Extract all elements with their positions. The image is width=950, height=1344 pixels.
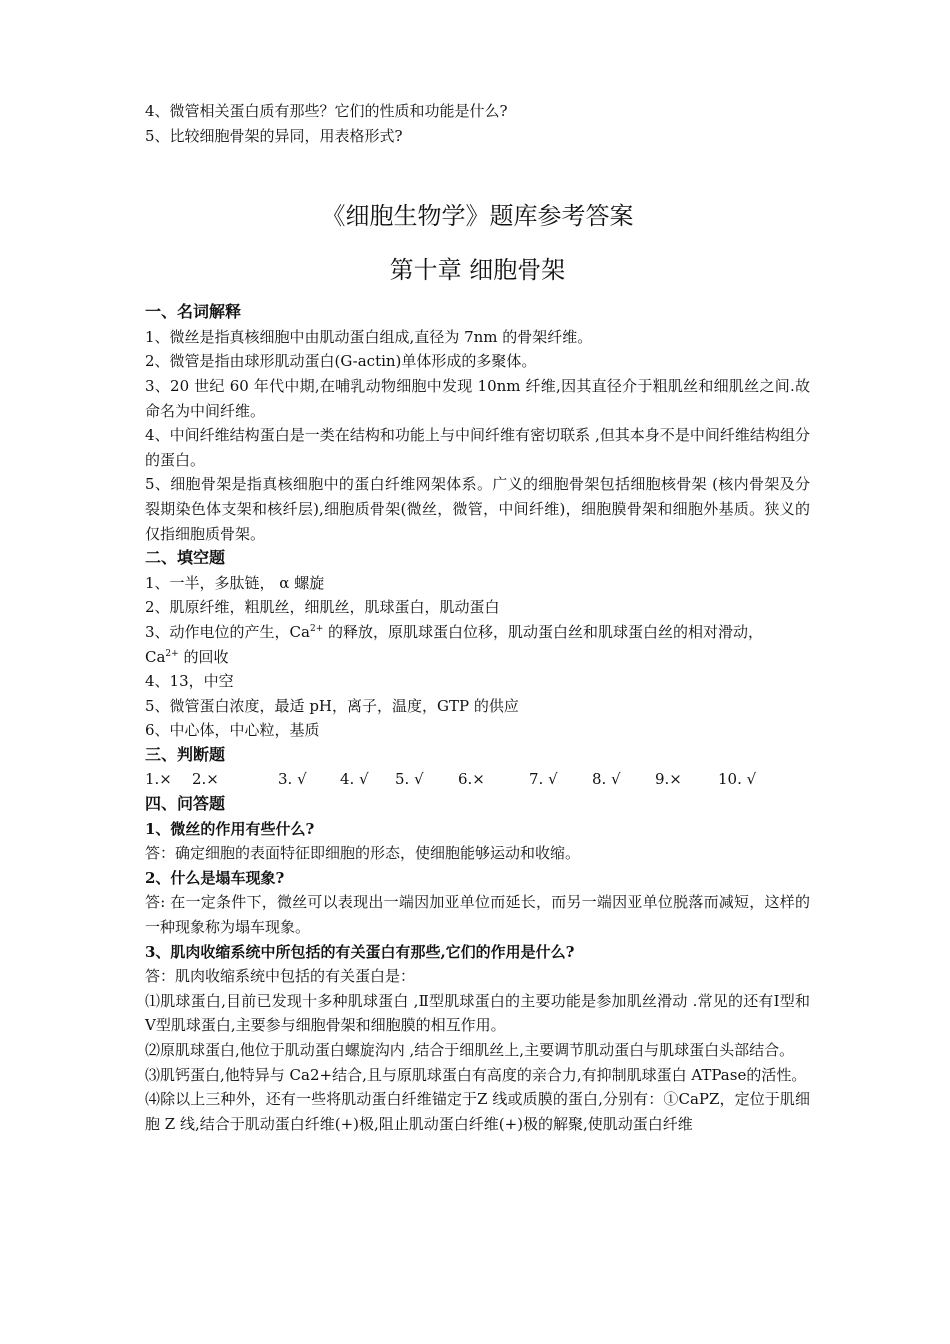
judgement-answer: 9.× (655, 770, 682, 789)
judgement-answer: 4. √ (340, 770, 369, 789)
fill-item-1: 1、一半，多肽链， α 螺旋 (145, 573, 325, 592)
document-title: 《细胞生物学》题库参考答案 (321, 202, 634, 231)
judgement-answer: 10. √ (718, 770, 757, 789)
qa-answer-2: 答: 在一定条件下，微丝可以表现出一端因加亚单位而延长，而另一端因亚单位脱落而减短，这样的一种现象称为塌车现象。 (145, 893, 810, 937)
judgement-answer: 8. √ (592, 770, 621, 789)
document-page (145, 0, 810, 1136)
definition-item-2: 2、微管是指由球形肌动蛋白(G-actin)单体形成的多聚体。 (145, 352, 537, 371)
qa-answer-1: 答：确定细胞的表面特征即细胞的形态，使细胞能够运动和收缩。 (145, 844, 581, 863)
definition-item-1: 1、微丝是指真核细胞中由肌动蛋白组成,直径为 7nm 的骨架纤维。 (145, 327, 593, 346)
qa-question-1: 1、微丝的作用有些什么? (145, 819, 315, 838)
fill-item-5: 5、微管蛋白浓度，最适 pH，离子，温度，GTP 的供应 (145, 696, 519, 715)
judgement-answer: 7. √ (529, 770, 558, 789)
qa-answer-3-point-1: ⑴肌球蛋白,目前已发现十多种肌球蛋白 ,Ⅱ型肌球蛋白的主要功能是参加肌丝滑动 .常见的还有Ⅰ型和Ⅴ型肌球蛋白,主要参与细胞骨架和细胞膜的相互作用。 (145, 991, 810, 1035)
definition-item-5: 5、细胞骨架是指真核细胞中的蛋白纤维网架体系。广义的细胞骨架包括细胞核骨架 (核内骨架及分裂期染色体支架和核纤层),细胞质骨架(微丝，微管，中间纤维)，细胞膜骨架和细胞外基质。狭义的仅指细胞质骨架。 (145, 475, 810, 543)
judgement-answers (145, 767, 810, 792)
qa-answer-3-point-4: ⑷除以上三种外，还有一些将肌动蛋白纤维锚定于Z 线或质膜的蛋白,分别有：①CaPZ，定位于肌细胞 Z 线,结合于肌动蛋白纤维(+)极,阻止肌动蛋白纤维(+)极的解聚,使肌动蛋白纤维 (145, 1090, 810, 1133)
fill-item-4: 4、13，中空 (145, 672, 234, 691)
judgement-answer: 6.× (458, 770, 485, 789)
section-definitions-heading: 一、名词解释 (145, 302, 242, 322)
fill-item-2: 2、肌原纤维，粗肌丝，细肌丝，肌球蛋白，肌动蛋白 (145, 598, 500, 617)
section-judgement-heading: 三、判断题 (145, 744, 226, 764)
definition-item-4: 4、中间纤维结构蛋白是一类在结构和功能上与中间纤维有密切联系 ,但其本身不是中间纤维结构组分的蛋白。 (145, 426, 810, 469)
qa-answer-3-point-3: ⑶肌钙蛋白,他特异与 Ca2+结合,且与原肌球蛋白有高度的亲合力,有抑制肌球蛋白 ATPase的活性。 (145, 1065, 807, 1084)
fill-item-6: 6、中心体，中心粒，基质 (145, 721, 320, 740)
qa-answer-3-intro: 答：肌肉收缩系统中包括的有关蛋白是： (145, 967, 416, 986)
top-question-5: 5、比较细胞骨架的异同，用表格形式? (145, 126, 403, 145)
judgement-answer: 2.× (192, 770, 219, 789)
superscript: 2+ (165, 648, 179, 659)
qa-question-2: 2、什么是塌车现象? (145, 868, 285, 887)
qa-question-3: 3、肌肉收缩系统中所包括的有关蛋白有那些,它们的作用是什么? (145, 942, 575, 961)
top-question-4: 4、微管相关蛋白质有那些？它们的性质和功能是什么? (145, 102, 508, 120)
superscript: 2+ (309, 623, 324, 634)
qa-answer-3-point-2: ⑵原肌球蛋白,他位于肌动蛋白螺旋沟内 ,结合于细肌丝上,主要调节肌动蛋白与肌球蛋白头部结合。 (145, 1041, 795, 1059)
section-fill-blank-heading: 二、填空题 (145, 548, 226, 568)
definition-item-3: 3、20 世纪 60 年代中期,在哺乳动物细胞中发现 10nm 纤维,因其直径介于粗肌丝和细肌丝之间.故命名为中间纤维。 (145, 376, 810, 420)
judgement-answer: 1.× (145, 770, 172, 789)
chapter-title: 第十章 细胞骨架 (389, 256, 566, 285)
section-qa-heading: 四、问答题 (145, 794, 226, 814)
fill-item-3-cont: $Ca^{2+}$ 的回收 (145, 647, 229, 666)
fill-item-3: 3、动作电位的产生，$Ca^{2+}$ 的释放，原肌球蛋白位移，肌动蛋白丝和肌球蛋白丝的相对滑动， (145, 622, 764, 641)
judgement-answer: 3. √ (278, 770, 307, 789)
judgement-answer: 5. √ (395, 770, 424, 789)
